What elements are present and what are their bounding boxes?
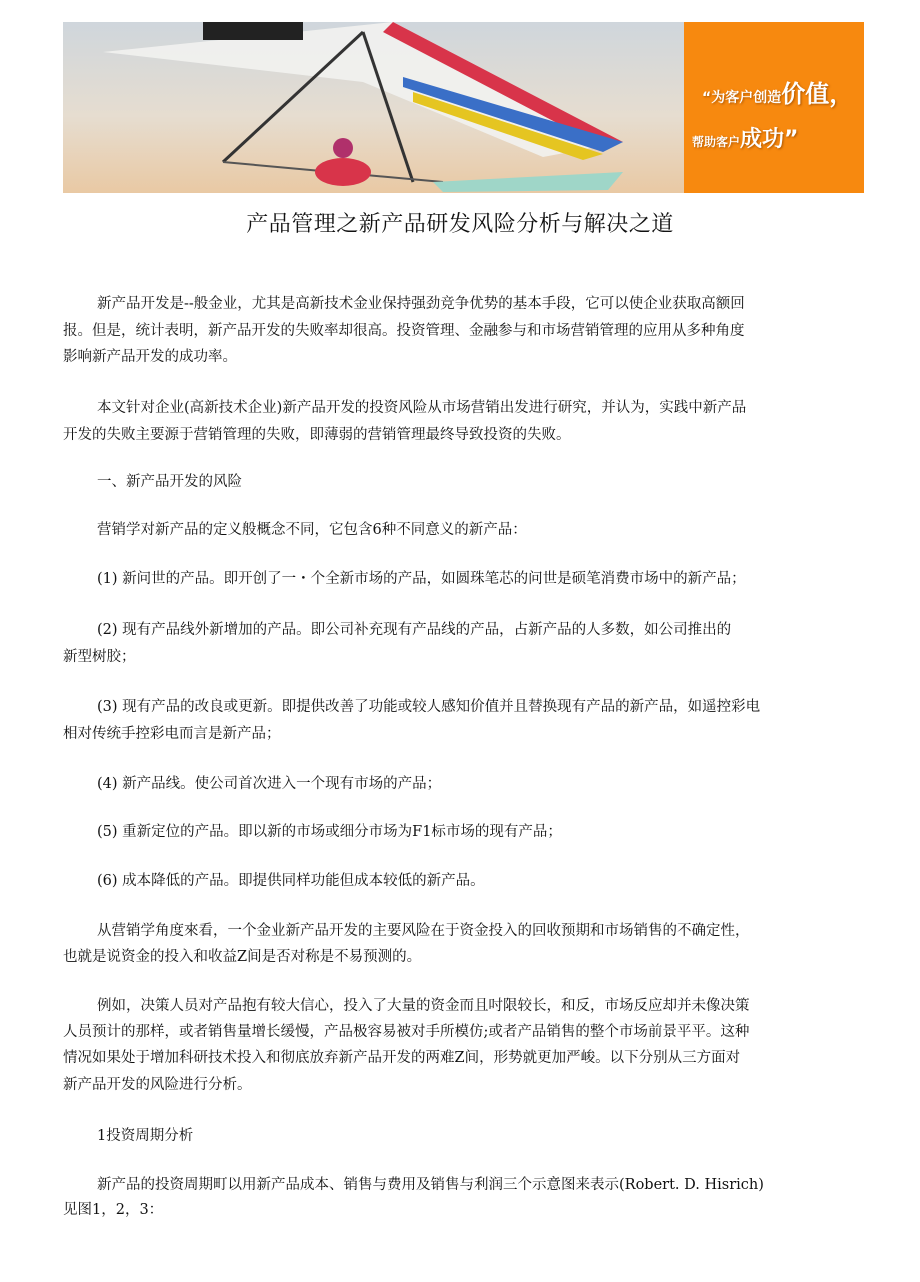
list-item: (3) 现有产品的改良或更新。即提供改善了功能或较人感知价值并且替换现有产品的新产品，如遥控彩电 — [97, 699, 761, 715]
text-line: 见图1，2，3： — [63, 1202, 164, 1218]
list-item: (6) 成本降低的产品。即提供同样功能但成本较低的新产品。 — [97, 873, 485, 889]
text-line: 也就是说资金的投入和收益Z间是否对称是不易预测的。 — [63, 949, 422, 965]
text-line: 新产品开发的风险进行分析。 — [63, 1077, 252, 1093]
text-line: 例如，决策人员对产品抱有较大信心，投入了大量的资金而且吋限较长，和反，市场反应却并未像决策 — [97, 998, 750, 1014]
list-item: (4) 新产品线。使公司首次进入一个现有市场的产品； — [97, 776, 442, 792]
text-line: 报。但是，统计表明，新产品开发的失败率却很高。投资管理、金融参与和市场营销管理的应用从多种角度 — [63, 323, 745, 339]
hang-glider-photo — [63, 22, 684, 193]
subsection-heading: 1投资周期分析 — [97, 1128, 194, 1144]
text-line: 开发的失败主要源于营销管理的失败，即薄弱的营销管理最终导致投资的失败。 — [63, 427, 571, 443]
text-line: 影响新产品开发的成功率。 — [63, 349, 237, 365]
slogan-line-1-big: 价值， — [781, 80, 854, 108]
list-item: (5) 重新定位的产品。即以新的市场或细分市场为F1标市场的现有产品； — [97, 824, 562, 840]
text-line: 新型树胶； — [63, 649, 136, 665]
text-line: 新产品的投资周期町以用新产品成本、销售与费用及销售与利润三个示意图来表示(Robert. D. Hisrich) — [97, 1177, 764, 1193]
text-line: 相对传统手控彩电而言是新产品； — [63, 726, 281, 742]
text-line: 情况如果处于增加科研技术投入和彻底放弃新产品开发的两难Z间，形势就更加严峻。以下分别从三方面对 — [63, 1050, 741, 1066]
slogan-panel — [684, 22, 864, 193]
text-line: 营销学对新产品的定义般概念不同，它包含6种不同意义的新产品： — [97, 522, 527, 538]
text-line: 新产品开发是--般金业，尤其是高新技术金业保持强劲竞争优势的基本手段，它可以使企业获取高额回 — [97, 296, 745, 312]
text-line: 人员预计的那样，或者销售量增长缓慢，产品极容易被对手所模仿;或者产品销售的整个市场前景平平。这种 — [63, 1024, 750, 1040]
slogan-line-2-big: 成功” — [740, 127, 799, 152]
slogan-line-2 — [692, 122, 798, 153]
slogan-line-1-small: “为客户创造 — [702, 90, 782, 106]
hang-glider-illustration — [63, 22, 684, 193]
slogan-line-2-small: 帮助客户 — [692, 135, 741, 149]
document-title: 产品管理之新产品研发风险分析与解决之道 — [246, 212, 674, 237]
header-banner — [63, 22, 864, 193]
section-heading: 一、新产品开发的风险 — [97, 474, 242, 490]
list-item: (1) 新问世的产品。即开创了一・个全新市场的产品，如圆珠笔芯的问世是硕笔消费市场中的新产品； — [97, 571, 746, 587]
list-item: (2) 现有产品线外新增加的产品。即公司补充现有产品线的产品，占新产品的人多数，如公司推出的 — [97, 622, 732, 638]
text-line: 本文针对企业(高新技术企业)新产品开发的投资风险从市场营销出发进行研究，并认为，实践中新产品 — [97, 400, 747, 416]
slogan-line-1 — [702, 74, 853, 109]
text-line: 从营销学角度來看，一个金业新产品开发的主要风险在于资金投入的回收预期和市场销售的不确定性， — [97, 923, 750, 939]
